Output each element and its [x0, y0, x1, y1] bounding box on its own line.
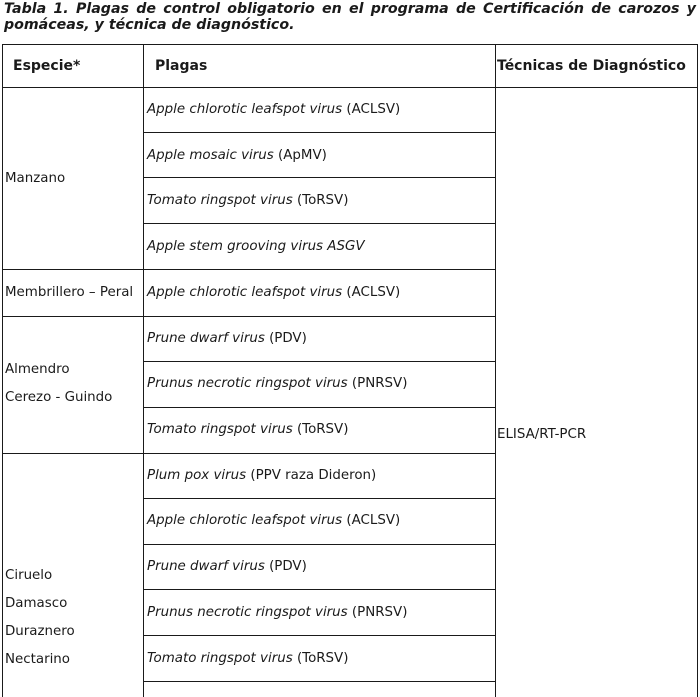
pest-cell [147, 147, 327, 165]
pest-name: Apple chlorotic leafspot virus [147, 513, 343, 528]
pest-name: Prunus necrotic ringspot virus [147, 605, 348, 620]
header-bottom-border [2, 87, 698, 88]
species-name: Nectarino [5, 652, 70, 667]
pest-abbr: (ToRSV) [296, 422, 349, 437]
pest-name: Prune dwarf virus [147, 331, 265, 346]
pest-cell [147, 101, 400, 119]
caption-line-1: Tabla 1. Plagas de control obligatorio en el programa de Certificación de carozos y [4, 1, 696, 17]
pest-abbr: (ACLSV) [346, 102, 401, 117]
pest-name: Tomato ringspot virus [147, 651, 293, 666]
pest-cell [147, 421, 348, 439]
pest-cell [147, 192, 348, 210]
species-membrillero-peral: Membrillero – Peral [5, 285, 134, 300]
pest-abbr: (PDV) [269, 331, 307, 346]
pest-cell [147, 330, 307, 348]
column-divider-1 [143, 44, 144, 697]
pest-cell [147, 650, 348, 668]
header-especie: Especie* [13, 58, 81, 74]
pest-cell [147, 558, 307, 576]
pest-name: Apple stem grooving virus ASGV [147, 239, 365, 254]
technique-value: ELISA/RT-PCR [497, 427, 587, 442]
pest-abbr: (PNRSV) [351, 605, 408, 620]
group-divider-3 [2, 453, 496, 454]
pest-name: Prunus necrotic ringspot virus [147, 376, 348, 391]
pest-name: Apple mosaic virus [147, 148, 274, 163]
table-right-border [697, 44, 698, 697]
pest-name: Plum pox virus [147, 468, 247, 483]
pest-name: Apple chlorotic leafspot virus [147, 102, 343, 117]
caption-line-2: pomáceas, y técnica de diagnóstico. [4, 17, 295, 33]
species-ciruelo-group [5, 562, 75, 674]
pest-cell [147, 467, 376, 485]
pest-abbr: (ApMV) [278, 148, 327, 163]
row-divider [143, 132, 496, 133]
pest-name: Tomato ringspot virus [147, 193, 293, 208]
species-name: Almendro [5, 362, 70, 377]
table-left-border [2, 44, 3, 697]
table-top-border [2, 44, 698, 45]
pest-cell [147, 238, 365, 256]
row-divider [143, 635, 496, 636]
pest-name: Apple chlorotic leafspot virus [147, 285, 343, 300]
group-divider-2 [2, 316, 496, 317]
pest-abbr: (ToRSV) [296, 651, 349, 666]
pest-abbr: (PNRSV) [351, 376, 408, 391]
row-divider [143, 498, 496, 499]
species-name: Cerezo - Guindo [5, 390, 113, 405]
row-divider [143, 544, 496, 545]
pest-cell [147, 284, 400, 302]
group-divider-1 [2, 269, 496, 270]
pest-name: Tomato ringspot virus [147, 422, 293, 437]
pest-cell [147, 375, 407, 393]
row-divider [143, 589, 496, 590]
pest-abbr: (ACLSV) [346, 513, 401, 528]
pest-abbr: (PPV raza Dideron) [250, 468, 377, 483]
species-name: Duraznero [5, 624, 75, 639]
pest-abbr: (ToRSV) [296, 193, 349, 208]
pest-abbr: (PDV) [269, 559, 307, 574]
pest-cell [147, 604, 407, 622]
pest-name: Prune dwarf virus [147, 559, 265, 574]
species-name: Damasco [5, 596, 68, 611]
species-name: Ciruelo [5, 568, 53, 583]
species-manzano: Manzano [5, 171, 66, 186]
row-divider [143, 223, 496, 224]
row-divider [143, 361, 496, 362]
row-divider [143, 177, 496, 178]
pest-abbr: (ACLSV) [346, 285, 401, 300]
header-plagas: Plagas [155, 58, 208, 74]
column-divider-2 [495, 44, 496, 697]
species-almendro-group [5, 356, 112, 412]
header-tecnicas: Técnicas de Diagnóstico [497, 58, 686, 74]
pest-cell [147, 512, 400, 530]
row-divider [143, 407, 496, 408]
row-divider [143, 681, 496, 682]
